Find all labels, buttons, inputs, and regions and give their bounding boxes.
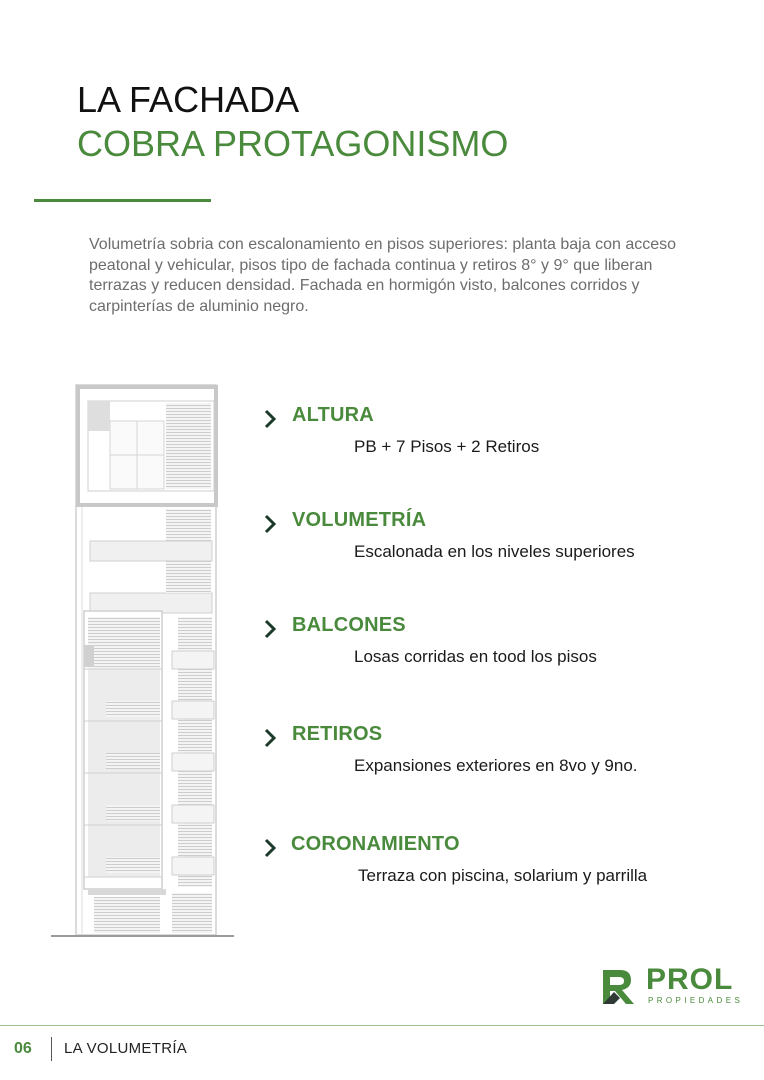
footer-divider	[0, 1025, 764, 1026]
feature-label: BALCONES	[292, 614, 406, 636]
feature-value: Escalonada en los niveles superiores	[354, 542, 635, 561]
r-logo-icon	[600, 966, 636, 1006]
chevron-right-icon	[262, 618, 278, 640]
page-title-line2: COBRA PROTAGONISMO	[77, 123, 509, 164]
feature-value: Expansiones exteriores en 8vo y 9no.	[354, 756, 638, 775]
page-number: 06	[14, 1040, 32, 1057]
title-underline	[34, 199, 211, 202]
chevron-right-icon	[262, 513, 278, 535]
chevron-right-icon	[262, 727, 278, 749]
section-name: LA VOLUMETRÍA	[64, 1040, 188, 1057]
feature-value: Losas corridas en tood los pisos	[354, 647, 597, 666]
feature-value: Terraza con piscina, solarium y parrilla	[358, 866, 648, 885]
logo-wordmark: PROL	[646, 963, 734, 996]
building-elevation-drawing	[48, 383, 238, 943]
company-logo	[600, 964, 745, 1008]
page-title-line1: LA FACHADA	[77, 79, 300, 120]
feature-label: RETIROS	[292, 723, 383, 745]
feature-label: VOLUMETRÍA	[292, 509, 427, 531]
chevron-right-icon	[262, 408, 278, 430]
logo-tagline: PROPIEDADES	[648, 996, 744, 1005]
chevron-right-icon	[262, 837, 278, 859]
feature-value: PB + 7 Pisos + 2 Retiros	[354, 437, 540, 456]
footer-separator	[51, 1037, 52, 1061]
feature-label: ALTURA	[292, 404, 374, 426]
intro-paragraph: Volumetría sobria con escalonamiento en pisos superiores: planta baja con acceso peatonal y vehicular, pisos tipo de fachada continua y retiros 8° y 9° que liberan terrazas y reducen densidad. Fachada en hormigón visto, balcones corridos y carpinterías de aluminio negro.	[89, 236, 677, 315]
feature-label: CORONAMIENTO	[291, 833, 460, 855]
